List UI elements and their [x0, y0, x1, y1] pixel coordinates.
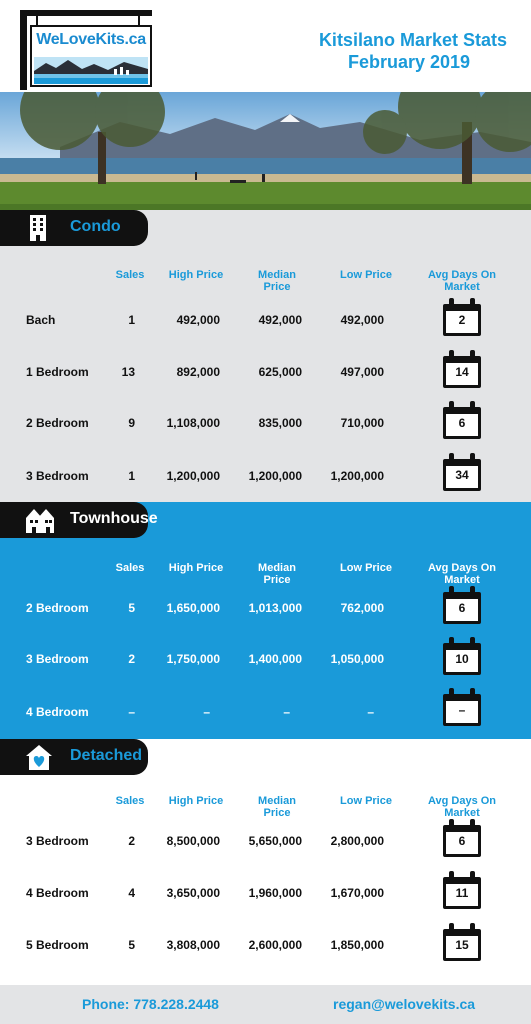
- phone-link[interactable]: Phone: 778.228.2448: [82, 996, 219, 1012]
- section-header-condo: [0, 210, 148, 246]
- house-heart-icon: [24, 743, 54, 771]
- col-header-low: Low Price: [340, 269, 392, 281]
- page-title: Kitsilano Market Stats: [318, 30, 507, 50]
- calendar-icon: [443, 453, 481, 491]
- cell-low: 1,050,000: [330, 652, 384, 666]
- calendar-icon: [443, 637, 481, 675]
- row-type: 5 Bedroom: [26, 938, 89, 952]
- col-header-high: High Price: [168, 795, 224, 807]
- row-type: 4 Bedroom: [26, 705, 89, 719]
- cell-median: 492,000: [258, 313, 302, 327]
- kitsilano-photo: [0, 92, 531, 222]
- calendar-icon: [443, 350, 481, 388]
- cell-median: 835,000: [258, 416, 302, 430]
- cell-high: 3,808,000: [166, 938, 220, 952]
- cell-high: 1,200,000: [166, 469, 220, 483]
- cell-days: 6: [458, 416, 466, 430]
- col-header-days: Avg Days On Market: [427, 795, 497, 819]
- cell-sales: –: [128, 705, 135, 719]
- section-title: Detached: [70, 747, 143, 764]
- cell-days: –: [458, 703, 466, 717]
- row-type: 3 Bedroom: [26, 652, 89, 666]
- row-type: 3 Bedroom: [26, 469, 89, 483]
- logo-scene-icon: [34, 57, 148, 84]
- cell-high: 1,650,000: [166, 601, 220, 615]
- building-icon: [24, 214, 54, 242]
- col-header-high: High Price: [168, 562, 224, 574]
- cell-low: 1,850,000: [330, 938, 384, 952]
- col-header-sales: Sales: [115, 269, 145, 281]
- cell-sales: 1: [128, 469, 135, 483]
- cell-median: 5,650,000: [248, 834, 302, 848]
- row-type: 1 Bedroom: [26, 365, 89, 379]
- cell-median: 1,400,000: [248, 652, 302, 666]
- cell-median: 1,960,000: [248, 886, 302, 900]
- logo-text: WeLoveKits.ca: [36, 31, 146, 48]
- cell-low: 1,670,000: [330, 886, 384, 900]
- cell-sales: 4: [128, 886, 135, 900]
- cell-sales: 5: [128, 601, 135, 615]
- calendar-icon: [443, 819, 481, 857]
- cell-low: 492,000: [340, 313, 384, 327]
- col-header-sales: Sales: [115, 562, 145, 574]
- row-type: 2 Bedroom: [26, 601, 89, 615]
- cell-high: 892,000: [176, 365, 220, 379]
- calendar-icon: [443, 401, 481, 439]
- col-header-days: Avg Days On Market: [427, 562, 497, 586]
- col-header-high: High Price: [168, 269, 224, 281]
- cell-low: 762,000: [340, 601, 384, 615]
- cell-low: 1,200,000: [330, 469, 384, 483]
- row-type: 3 Bedroom: [26, 834, 89, 848]
- col-header-median: Median Price: [258, 269, 296, 293]
- cell-median: 625,000: [258, 365, 302, 379]
- cell-days: 6: [458, 834, 466, 848]
- calendar-icon: [443, 298, 481, 336]
- row-type: Bach: [26, 313, 56, 327]
- cell-high: 1,750,000: [166, 652, 220, 666]
- cell-days: 34: [455, 468, 469, 482]
- cell-low: 497,000: [340, 365, 384, 379]
- cell-low: 710,000: [340, 416, 384, 430]
- townhouse-icon: [24, 506, 54, 534]
- footer: [0, 985, 531, 1024]
- sign-bar: [20, 10, 152, 16]
- section-header-townhouse: [0, 502, 158, 538]
- cell-median: 2,600,000: [248, 938, 302, 952]
- cell-days: 14: [455, 365, 469, 379]
- section-title: Townhouse: [70, 510, 158, 527]
- cell-sales: 9: [128, 416, 135, 430]
- logo: [30, 25, 152, 87]
- cell-high: 492,000: [176, 313, 220, 327]
- col-header-low: Low Price: [340, 795, 392, 807]
- cell-sales: 2: [128, 652, 135, 666]
- cell-sales: 1: [128, 313, 135, 327]
- cell-days: 10: [455, 652, 469, 666]
- townhouse-section: [0, 502, 531, 739]
- section-header-detached: [0, 739, 148, 775]
- cell-high: 3,650,000: [166, 886, 220, 900]
- col-header-median: Median Price: [258, 795, 296, 819]
- cell-median: 1,200,000: [248, 469, 302, 483]
- cell-high: 1,108,000: [166, 416, 220, 430]
- cell-sales: 5: [128, 938, 135, 952]
- col-header-median: Median Price: [258, 562, 296, 586]
- cell-days: 11: [455, 886, 469, 900]
- cell-sales: 2: [128, 834, 135, 848]
- section-title: Condo: [70, 218, 121, 235]
- row-type: 4 Bedroom: [26, 886, 89, 900]
- cell-days: 6: [458, 601, 466, 615]
- cell-median: –: [283, 705, 290, 719]
- cell-days: 15: [455, 938, 469, 952]
- cell-low: 2,800,000: [330, 834, 384, 848]
- page-subtitle: February 2019: [348, 52, 471, 72]
- sign-post: [20, 10, 27, 90]
- cell-high: –: [203, 705, 210, 719]
- email-link[interactable]: regan@welovekits.ca: [333, 996, 476, 1012]
- calendar-icon: [443, 923, 481, 961]
- detached-section: [0, 739, 531, 985]
- calendar-icon: [443, 871, 481, 909]
- calendar-icon: [443, 688, 481, 726]
- col-header-low: Low Price: [340, 562, 392, 574]
- cell-median: 1,013,000: [248, 601, 302, 615]
- calendar-icon: [443, 586, 481, 624]
- header: [0, 0, 531, 92]
- cell-low: –: [367, 705, 374, 719]
- condo-section: [0, 210, 531, 502]
- row-type: 2 Bedroom: [26, 416, 89, 430]
- col-header-sales: Sales: [115, 795, 145, 807]
- cell-sales: 13: [121, 365, 135, 379]
- cell-days: 2: [458, 313, 466, 327]
- col-header-days: Avg Days On Market: [427, 269, 497, 293]
- cell-high: 8,500,000: [166, 834, 220, 848]
